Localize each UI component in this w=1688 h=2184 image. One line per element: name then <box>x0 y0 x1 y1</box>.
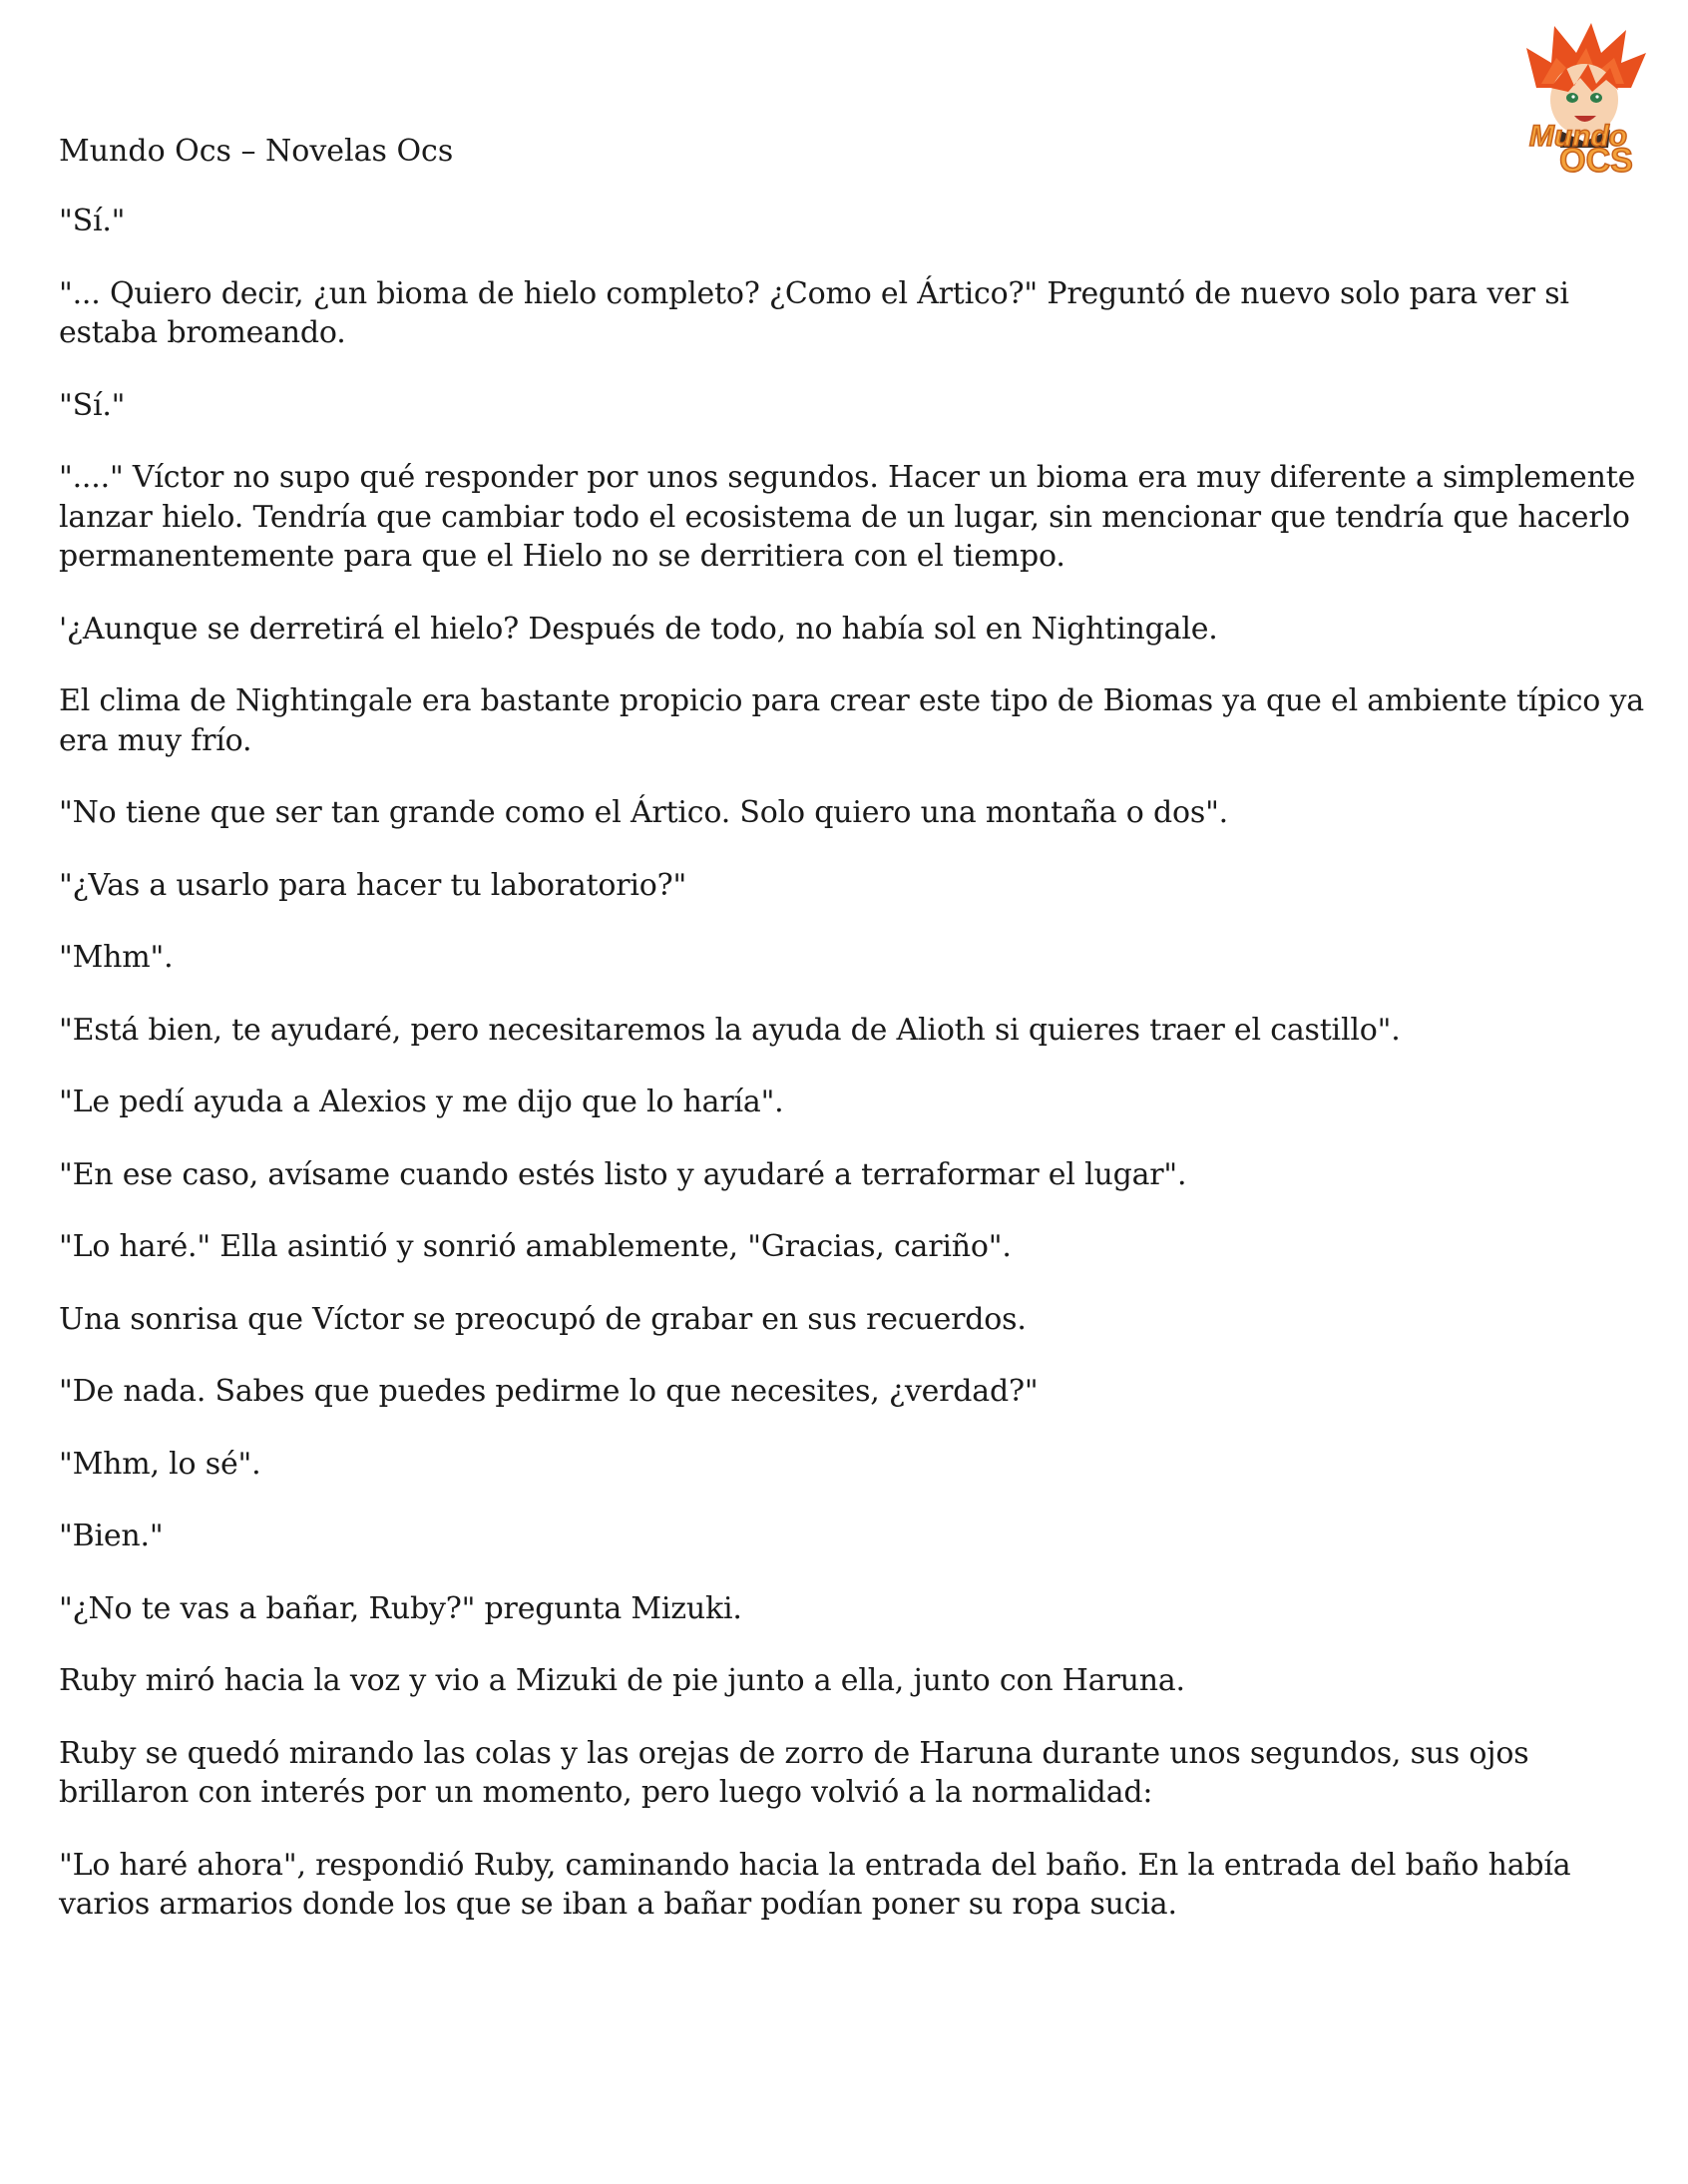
paragraph: El clima de Nightingale era bastante propicio para crear este tipo de Biomas ya que el ambiente típico ya era muy frío. <box>59 683 1644 758</box>
paragraph: "Le pedí ayuda a Alexios y me dijo que lo haría". <box>59 1085 784 1119</box>
paragraph: "Mhm". <box>59 940 174 975</box>
paragraph: "Sí." <box>59 204 126 238</box>
paragraph: "¿Vas a usarlo para hacer tu laboratorio?" <box>59 867 687 903</box>
svg-text:OCS: OCS <box>1559 142 1633 178</box>
paragraph: "...." Víctor no supo qué responder por unos segundos. Hacer un bioma era muy diferente a simplemente lanzar hielo. Tendría que cambiar todo el ecosistema de un lugar, sin mencionar que tendría que hacerlo permanentemente para que el Hielo no se derritiera con el tiempo. <box>59 460 1636 574</box>
paragraph: Ruby se quedó mirando las colas y las orejas de zorro de Haruna durante unos segundos, sus ojos brillaron con interés por un momento, pero luego volvió a la normalidad: <box>59 1735 1529 1810</box>
paragraph: '¿Aunque se derretirá el hielo? Después de todo, no había sol en Nightingale. <box>59 611 1218 647</box>
paragraph: "En ese caso, avísame cuando estés listo y ayudaré a terraformar el lugar". <box>59 1156 1187 1192</box>
paragraph: "Lo haré." Ella asintió y sonrió amablemente, "Gracias, cariño". <box>59 1229 1012 1264</box>
paragraph: "Lo haré ahora", respondió Ruby, caminando hacia la entrada del baño. En la entrada del baño había varios armarios donde los que se iban a bañar podían poner su ropa sucia. <box>59 1847 1571 1922</box>
paragraph: "De nada. Sabes que puedes pedirme lo que necesites, ¿verdad?" <box>59 1374 1039 1409</box>
mundo-ocs-logo <box>1496 18 1666 178</box>
paragraph: "No tiene que ser tan grande como el Ártico. Solo quiero una montaña o dos". <box>59 795 1228 830</box>
paragraph: "... Quiero decir, ¿un bioma de hielo completo? ¿Como el Ártico?" Preguntó de nuevo solo para ver si estaba bromeando. <box>59 275 1569 350</box>
document-header: Mundo Ocs – Novelas Ocs <box>59 134 454 169</box>
svg-text:Mundo: Mundo <box>1528 120 1628 153</box>
paragraph: "¿No te vas a bañar, Ruby?" pregunta Mizuki. <box>59 1590 742 1626</box>
paragraph: "Mhm, lo sé". <box>59 1446 261 1482</box>
paragraph: "Está bien, te ayudaré, pero necesitaremos la ayuda de Alioth si quieres traer el castillo". <box>59 1012 1401 1048</box>
paragraph: Una sonrisa que Víctor se preocupó de grabar en sus recuerdos. <box>59 1301 1027 1337</box>
paragraph: "Sí." <box>59 387 126 423</box>
document-body <box>59 202 1645 1958</box>
paragraph: Ruby miró hacia la voz y vio a Mizuki de pie junto a ella, junto con Haruna. <box>59 1663 1185 1698</box>
paragraph: "Bien." <box>59 1519 164 1553</box>
